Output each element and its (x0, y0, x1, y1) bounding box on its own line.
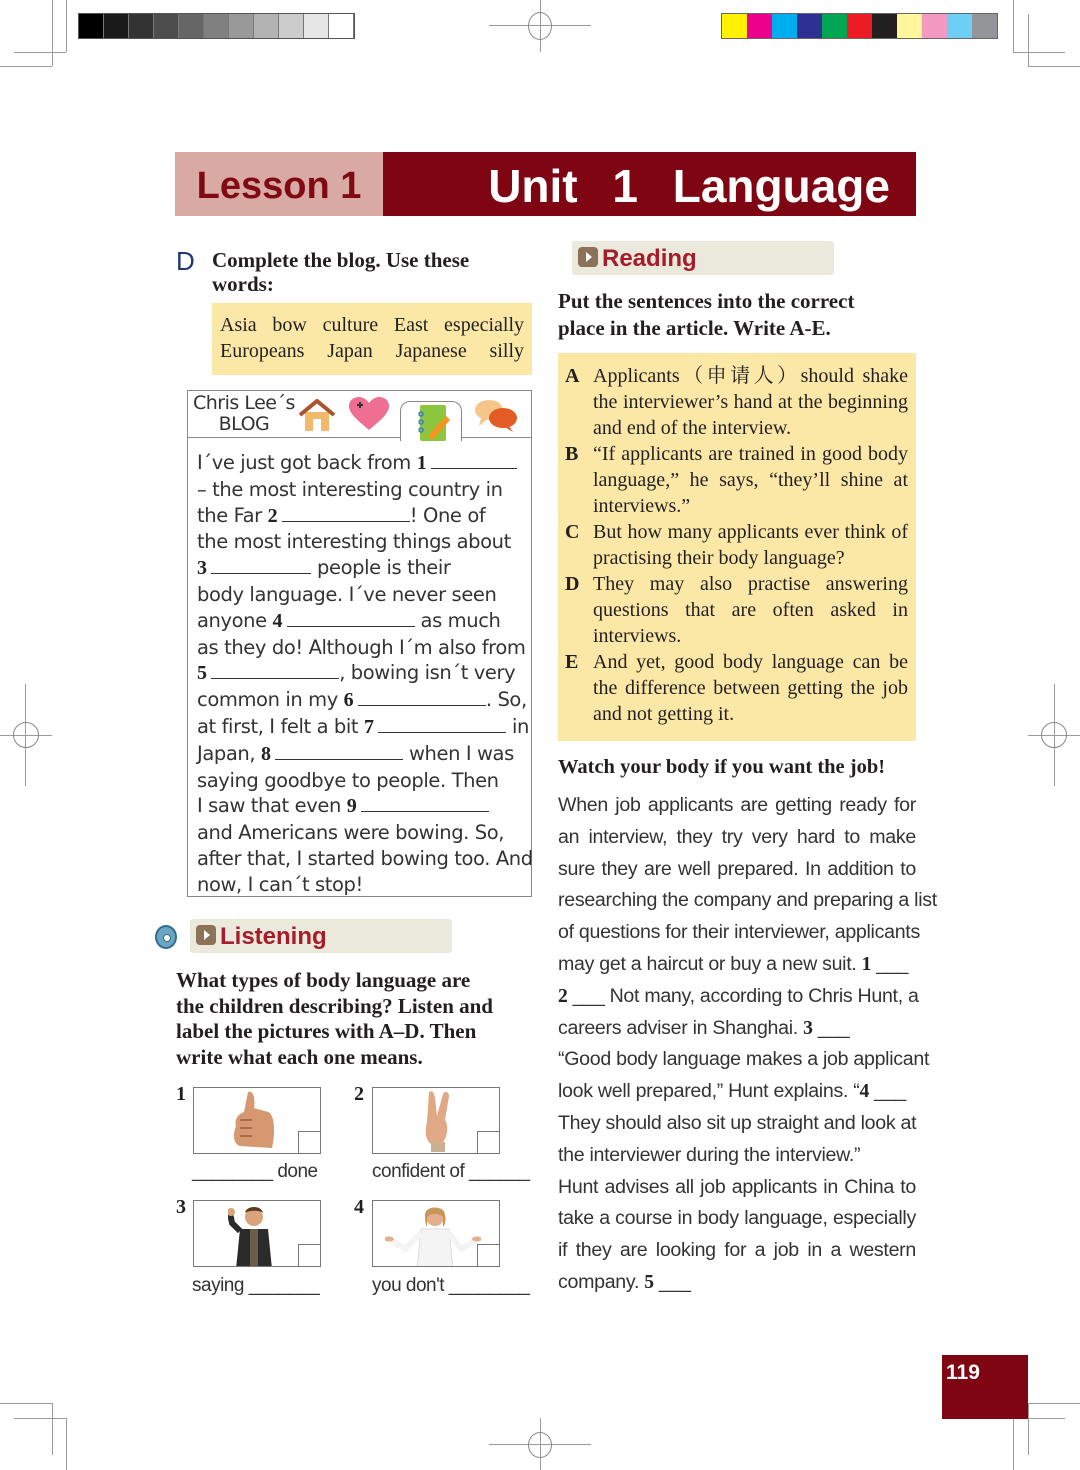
sentence-option-c: C But how many applicants ever think of practising their body language? (565, 521, 908, 569)
blank-number: 5 (644, 1271, 654, 1293)
gray-swatch (179, 14, 204, 38)
blog-line: saying goodbye to people. Then (197, 768, 499, 792)
blank-number: 4 (272, 609, 287, 632)
home-icon[interactable] (298, 399, 336, 431)
sentence-option-a: A Applicants（申请人）should shake the interviewer’s hand at the beginning and end of the interview. (565, 365, 908, 439)
fill-in-blank[interactable] (358, 688, 486, 706)
blog-line: 3 people is their (197, 556, 451, 580)
lesson-label: Lesson 1 (175, 152, 383, 216)
gray-swatch (254, 14, 279, 38)
blog-line: at first, I felt a bit 7 in (197, 714, 529, 738)
blog-line: anyone 4 as much (197, 608, 501, 632)
blank-number: 2 (558, 985, 568, 1007)
color-swatch (922, 14, 947, 38)
answer-box[interactable] (477, 1244, 499, 1266)
article-line: “Good body language makes a job applicant (558, 1048, 930, 1071)
page-number: 119 (942, 1355, 1028, 1419)
blog-line: I´ve just got back from 1 (197, 450, 523, 477)
picture-number: 2 (354, 1083, 364, 1105)
article-line: an interview, they try very hard to make (558, 825, 916, 848)
color-swatch (797, 14, 822, 38)
color-swatch (947, 14, 972, 38)
picture-caption: saying _______ (192, 1275, 320, 1296)
gray-swatch (279, 14, 304, 38)
blog-line: 5 , bowing isn´t very (197, 661, 516, 685)
picture-caption: you don't ________ (372, 1275, 530, 1296)
sentence-option-e: E And yet, good body language can be the difference between getting the job and not getting it. (565, 651, 908, 725)
fill-in-blank[interactable] (275, 742, 403, 760)
article-line: company. 5 ___ (558, 1270, 691, 1293)
blank-number: 4 (859, 1081, 869, 1103)
chat-icon[interactable] (473, 398, 519, 434)
audio-cd-icon[interactable] (155, 925, 177, 949)
article-line: 2 ___ Not many, according to Chris Hunt, a (558, 984, 919, 1007)
blank-number: 5 (197, 662, 212, 685)
picture-number: 3 (176, 1196, 186, 1218)
article-line: of questions for their interviewer, applicants (558, 921, 920, 944)
blank-number: 9 (346, 795, 361, 818)
gray-swatch (204, 14, 229, 38)
gray-swatch (104, 14, 129, 38)
listening-header (190, 919, 452, 953)
blog-text (188, 438, 531, 898)
sentence-option-d: D They may also practise answering questions that are often asked in interviews. (565, 573, 908, 647)
color-swatch (872, 14, 897, 38)
answer-box[interactable] (298, 1244, 320, 1266)
article-title: Watch your body if you want the job! (558, 756, 886, 778)
word-bank (212, 303, 532, 375)
color-swatch (822, 14, 847, 38)
color-swatch (847, 14, 872, 38)
reading-label: Reading (602, 245, 697, 272)
fill-in-blank[interactable] (282, 504, 410, 522)
blank-number: 1 (416, 452, 431, 474)
sentence-option-b: B “If applicants are trained in good body language,” he says, “they’ll shine at interviews.” (565, 443, 908, 517)
blank-number: 3 (197, 557, 212, 580)
article-line: take a course in body language, especially (558, 1207, 916, 1230)
picture-number: 1 (176, 1083, 186, 1105)
fill-in-blank[interactable] (361, 794, 489, 812)
section-d-instruction: Complete the blog. Use these words: (212, 248, 470, 296)
picture-thumbs-up (193, 1087, 321, 1154)
blog-line: common in my 6 . So, (197, 688, 527, 712)
grayscale-calibration-bar (78, 13, 355, 39)
picture-caption: ________ done (192, 1161, 318, 1182)
notebook-icon[interactable] (416, 404, 452, 442)
blog-header (188, 391, 531, 438)
answer-box[interactable] (298, 1131, 320, 1153)
article-text (558, 790, 937, 1299)
gray-swatch (154, 14, 179, 38)
article-line: Hunt advises all job applicants in China to (558, 1175, 916, 1198)
blog-panel (187, 390, 532, 897)
listening-label: Listening (220, 923, 327, 950)
article-line: careers adviser in Shanghai. 3 ___ (558, 1016, 850, 1039)
gray-swatch (229, 14, 254, 38)
picture-victory-sign (372, 1087, 500, 1154)
article-line: may get a haircut or buy a new suit. 1 ___ (558, 952, 909, 975)
gray-swatch (329, 14, 354, 38)
reading-instruction: Put the sentences into the correct place in the article. Write A-E. (558, 289, 855, 340)
article-line: look well prepared,” Hunt explains. “4 ___ (558, 1080, 906, 1103)
blog-line: body language. I´ve never seen (197, 582, 497, 606)
article-line: sure they are well prepared. In addition to (558, 857, 916, 880)
lesson-banner (175, 152, 916, 216)
gray-swatch (79, 14, 104, 38)
blank-number: 6 (343, 689, 358, 712)
listening-instruction: What types of body language are the children describing? Listen and label the pictures with A–D. Then write what each one means. (176, 968, 493, 1069)
unit-title: Unit 1 Language (383, 152, 916, 216)
fill-in-blank[interactable] (378, 715, 506, 733)
thumbs-up-icon (232, 1090, 278, 1152)
color-swatch (722, 14, 747, 38)
blank-number: 1 (861, 953, 872, 975)
picture-man-waving (193, 1200, 321, 1267)
picture-woman-shrugging (372, 1200, 500, 1267)
fill-in-blank[interactable] (211, 661, 339, 679)
victory-sign-icon (423, 1090, 453, 1152)
play-icon (578, 247, 598, 267)
article-line: When job applicants are getting ready for (558, 794, 916, 816)
color-swatch (897, 14, 922, 38)
heart-icon[interactable] (348, 397, 390, 431)
waving-person-icon (228, 1205, 278, 1267)
blog-line: – the most interesting country in (197, 477, 503, 501)
blog-line: after that, I started bowing too. And (197, 846, 533, 870)
blog-line: now, I can´t stop! (197, 872, 363, 896)
color-calibration-bar (721, 13, 998, 39)
answer-box[interactable] (477, 1131, 499, 1153)
section-letter: D (176, 246, 195, 276)
blank-number: 3 (803, 1017, 813, 1039)
article-line: researching the company and preparing a list (558, 889, 937, 912)
article-line: if they are looking for a job in a western (558, 1239, 916, 1262)
sentence-options (558, 353, 916, 741)
shrugging-person-icon (385, 1205, 481, 1267)
blog-line: I saw that even 9 (197, 793, 523, 820)
blog-line: as they do! Although I´m also from (197, 635, 526, 659)
reading-header (572, 241, 834, 275)
blog-title: Chris Lee´s BLOG (193, 392, 295, 435)
play-icon (196, 925, 216, 945)
blog-line: Japan, 8 when I was (197, 741, 514, 765)
blog-line: the Far 2 ! One of (197, 503, 486, 527)
fill-in-blank[interactable] (287, 609, 415, 627)
picture-caption: confident of ______ (372, 1161, 530, 1182)
word-bank-line-2: Europeans Japan Japanese silly (220, 340, 524, 362)
color-swatch (772, 14, 797, 38)
color-swatch (747, 14, 772, 38)
blank-number: 8 (260, 742, 276, 765)
gray-swatch (129, 14, 154, 38)
article-line: They should also sit up straight and look at (558, 1111, 917, 1134)
blog-line: the most interesting things about (197, 530, 511, 554)
fill-in-blank[interactable] (211, 556, 311, 574)
blog-line: and Americans were bowing. So, (197, 821, 505, 845)
word-bank-line-1: Asia bow culture East especially (220, 314, 524, 336)
blank-number: 7 (363, 715, 379, 738)
picture-number: 4 (354, 1196, 364, 1218)
color-swatch (972, 14, 997, 38)
gray-swatch (304, 14, 329, 38)
fill-in-blank[interactable] (431, 451, 517, 469)
article-line: the interviewer during the interview.” (558, 1143, 861, 1166)
blank-number: 2 (267, 504, 282, 527)
